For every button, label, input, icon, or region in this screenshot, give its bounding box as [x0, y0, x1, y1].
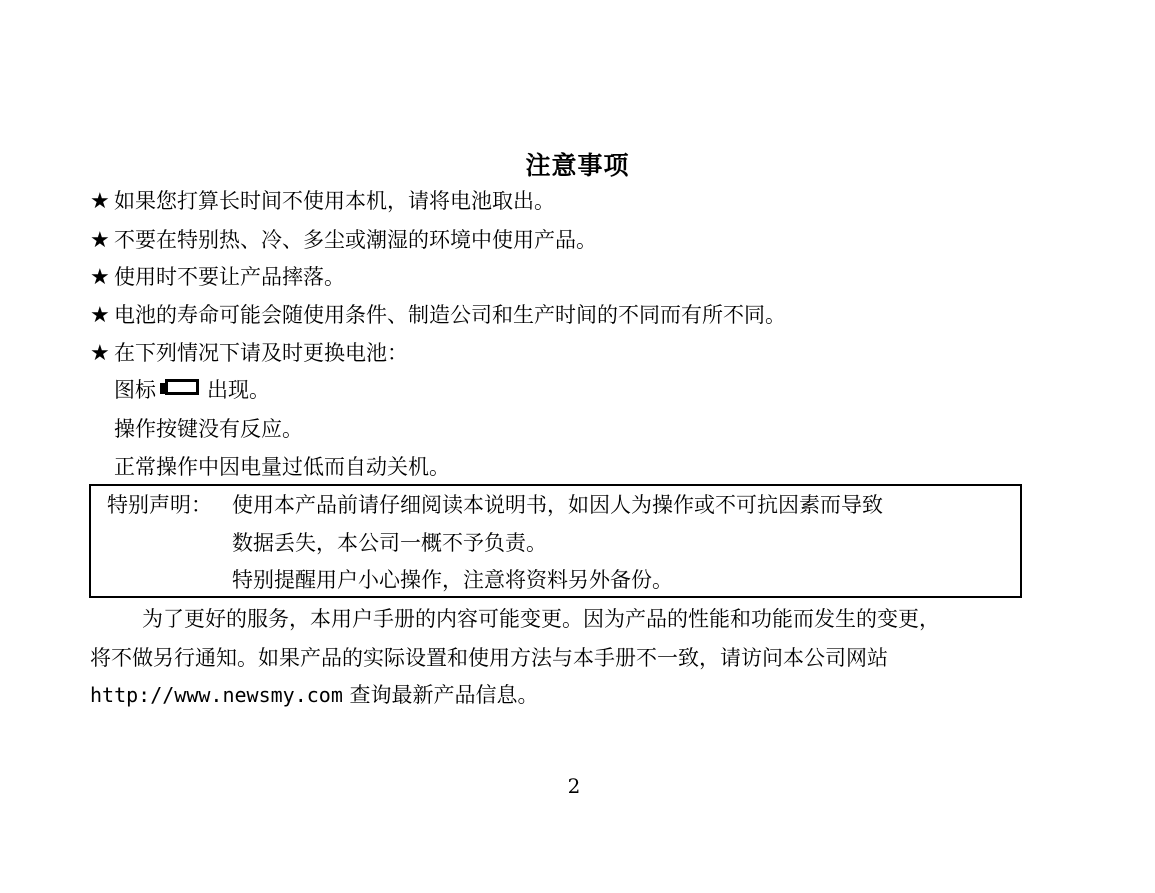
bullet-text: 电池的寿命可能会随使用条件、制造公司和生产时间的不同而有所不同。: [114, 303, 786, 327]
bullet-item: [90, 186, 555, 217]
notice-line: 特别提醒用户小心操作，注意将资料另外备份。: [232, 568, 673, 592]
star-icon: ★: [90, 228, 110, 253]
bullet-item: [90, 262, 345, 293]
notice-line: 使用本产品前请仔细阅读本说明书，如因人为操作或不可抗因素而导致: [232, 493, 883, 517]
notice-label: 特别声明：: [107, 493, 212, 517]
condition-item: 操作按键没有反应。: [114, 417, 303, 441]
paragraph-line: [90, 680, 539, 710]
condition-item: 正常操作中因电量过低而自动关机。: [114, 455, 450, 479]
bullet-text: 如果您打算长时间不使用本机，请将电池取出。: [114, 189, 555, 213]
bullet-text: 不要在特别热、冷、多尘或潮湿的环境中使用产品。: [114, 228, 597, 252]
condition-item: [114, 375, 270, 405]
condition-text: 出现。: [207, 378, 270, 402]
battery-empty-icon: [160, 379, 204, 399]
condition-text: 图标: [114, 378, 156, 402]
bullet-item: [90, 225, 597, 256]
paragraph-line: 将不做另行通知。如果产品的实际设置和使用方法与本手册不一致，请访问本公司网站: [90, 646, 888, 670]
paragraph-text: 查询最新产品信息。: [342, 683, 539, 707]
bullet-text: 使用时不要让产品摔落。: [114, 265, 345, 289]
paragraph-line: 为了更好的服务，本用户手册的内容可能变更。因为产品的性能和功能而发生的变更，: [142, 607, 940, 631]
star-icon: ★: [90, 189, 110, 214]
page-title: 注意事项: [525, 151, 630, 180]
website-url: http://www.newsmy.com: [90, 683, 343, 707]
star-icon: ★: [90, 265, 110, 290]
notice-line: 数据丢失，本公司一概不予负责。: [232, 531, 547, 555]
page-number: 2: [567, 774, 581, 798]
bullet-item: [90, 338, 408, 369]
bullet-text: 在下列情况下请及时更换电池：: [114, 341, 408, 365]
star-icon: ★: [90, 341, 110, 366]
bullet-item: [90, 300, 786, 331]
special-notice-box: [89, 484, 1022, 598]
star-icon: ★: [90, 303, 110, 328]
